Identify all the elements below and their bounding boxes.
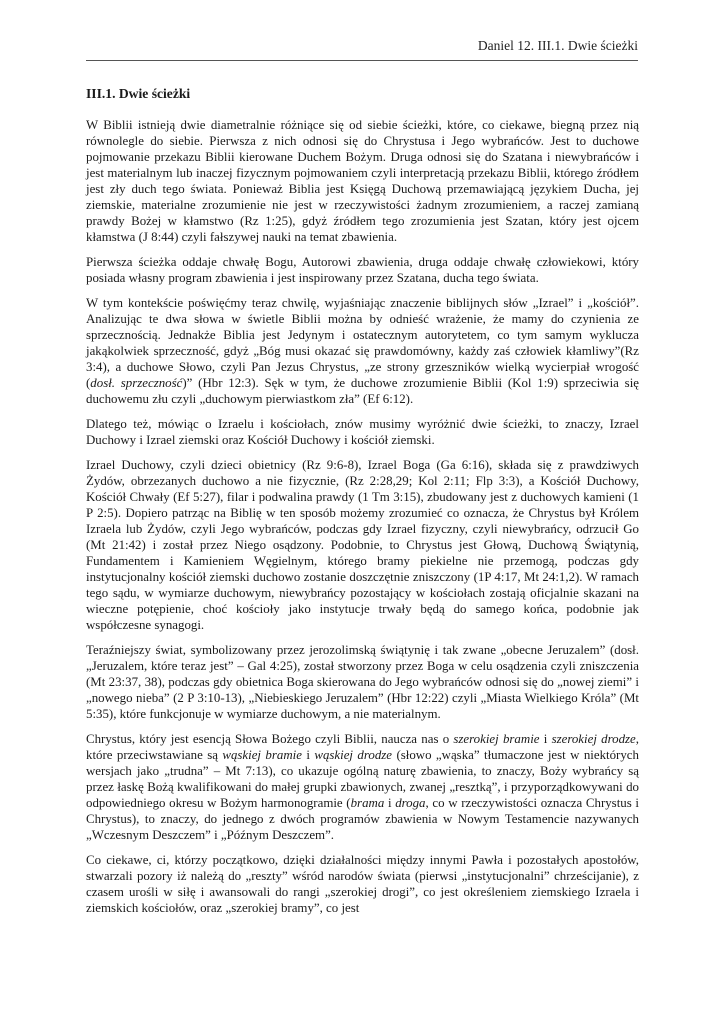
paragraph-3-text-a: W tym kontekście poświęćmy teraz chwilę, wyjaśniając znaczenie biblijnych słów „Izrael” i „kościół”. Analizując te dwa słowa w świetle Biblii można by odnieść wrażenie, że mamy do czynienia ze sprzecznością. Jednakże Biblia jest Jedynym i ostatecznym autorytetem, co tym samym wyklucza jakąkolwiek sprzeczność, gdyż „Bóg musi okazać się prawdomówny, każdy zaś człowiek kłamliwy”(Rz 3:4), a duchowe Słowo, czyli Pan Jezus Chrystus, „ze strony grzeszników wielką wycierpiał wrogość ( bbox=[86, 296, 639, 390]
paragraph-7-text-e: (słowo „wąska” tłumaczone jest w niektórych wersjach jako „trudna” – Mt 7:13), co ukazuje ogólną naturę zbawienia, to znaczy, Boży wybrańcy są przez łaskę Bożą kwalifikowani do małej grupki zbawionych, zwanej „resztką”, i przyporządkowywani do odpowiedniego okresu w Bożym harmonogramie ( bbox=[86, 748, 639, 810]
section-title: III.1. Dwie ścieżki bbox=[86, 86, 191, 101]
paragraph-7-text-f: i bbox=[384, 796, 396, 810]
paragraph-1: W Biblii istnieją dwie diametralnie różniące się od siebie ścieżki, które, co ciekawe, biegną przez nią równolegle do siebie. Pierwsza z nich odnosi się do Chrystusa i Jego wybrańców. Jest to duchowe pojmowanie przekazu Biblii kierowane Duchem Bożym. Druga odnosi się do Szatana i niewybrańców i jest materialnym lub inaczej fizycznym pojmowaniem czyli interpretacją przekazu Biblii, którego źródłem jest zły duch tego świata. Ponieważ Biblia jest Księgą Duchową przemawiającą językiem Ducha, jej ziemskie, materialne zrozumienie nie jest w rzeczywistości żadnym zrozumieniem, a raczej zamianą prawdy Bożej w kłamstwo (Rz 1:25), gdyż źródłem tego zrozumienia jest Szatan, który jest ojcem kłamstwa (J 8:44) czyli fałszywej nauki na temat zbawienia. bbox=[86, 118, 639, 244]
paragraph-7-emphasis-5: brama bbox=[350, 796, 385, 810]
document-body bbox=[86, 86, 639, 932]
paragraph-3 bbox=[86, 295, 639, 407]
paragraph-7-emphasis-4: wąskiej drodze bbox=[314, 748, 393, 762]
paragraph-3-emphasis: dosł. sprzeczność bbox=[90, 376, 183, 390]
paragraph-6: Teraźniejszy świat, symbolizowany przez jerozolimską świątynię i tak zwane „obecne Jeruzalem” (dosł. „Jeruzalem, które teraz jest” – Gal 4:25), został stworzony przez Boga w celu osądzenia czyli zniszczenia (Mt 23:37, 38), podczas gdy obietnica Boga skierowana do Jego wybrańców odnosi się do „nowej ziemi” i „nowego nieba” (2 P 3:10-13), „Niebieskiego Jeruzalem” (Hbr 12:22) czyli „Miasta Wielkiego Króla” (Mt 5:35), które funkcjonuje w wymiarze duchowym, a nie materialnym. bbox=[86, 643, 639, 721]
header-divider bbox=[86, 60, 638, 61]
paragraph-7 bbox=[86, 731, 639, 843]
paragraph-7-text-g: , co w rzeczywistości oznacza Chrystus i Chrystus), to znaczy, do jednego z dwóch programów zbawienia w Nowym Testamencie nazywanych „Wczesnym Deszczem” i „Późnym Deszczem”. bbox=[86, 796, 639, 842]
paragraph-7-text-c: , które przeciwstawiane są bbox=[86, 732, 639, 762]
paragraph-7-emphasis-6: droga bbox=[395, 796, 426, 810]
paragraph-7-emphasis-3: wąskiej bramie bbox=[222, 748, 302, 762]
paragraph-4: Dlatego też, mówiąc o Izraelu i kościołach, znów musimy wyróżnić dwie ścieżki, to znaczy, Izrael Duchowy i Izrael ziemski oraz Kościół Duchowy i kościół ziemski. bbox=[86, 417, 639, 447]
running-header: Daniel 12. III.1. Dwie ścieżki bbox=[477, 38, 638, 53]
paragraph-3-text-b: )” (Hbr 12:3). Sęk w tym, że duchowe zrozumienie Biblii (Kol 1:9) sprzeciwia się duchowemu złu czyli „duchowym pierwiastkom zła” (Ef 6:12). bbox=[86, 376, 639, 406]
paragraph-7-text-b: i bbox=[539, 732, 552, 746]
paragraph-5: Izrael Duchowy, czyli dzieci obietnicy (Rz 9:6-8), Izrael Boga (Ga 6:16), składa się z prawdziwych Żydów, obrzezanych duchowo a nie fizycznie, (Rz 2:28,29; Kol 2:11; Flp 3:3), a Kościół Duchowy, Kościół Chwały (Ef 5:27), filar i podwalina prawdy (1 Tm 3:15), zbudowany jest z duchowych kamieni (1 P 2:5). Dopiero patrząc na Biblię w ten sposób możemy zrozumieć co oznacza, że Chrystus był Królem Izraela lub Żydów, czyli Jego wybrańców, podczas gdy Izrael fizyczny, czyli niewybrańcy, odrzucił Go (Mt 21:42) i został przez Niego osądzony. Podobnie, to Chrystus jest Głową, Duchową Świątynią, Fundamentem i Kamieniem Węgielnym, którego bramy piekielne nie przemogą, podczas gdy instytucjonalny kościół ziemski duchowo zostanie doszczętnie zniszczony (1P 4:17, Mt 24:1,2). W ramach tego sądu, w wymiarze duchowym, niewybrańcy pozostający w kościołach zostają oficjalnie skazani na wieczne potępienie, choć kościoły jako instytucje trwały będą do samego końca, podobnie jak współczesne synagogi. bbox=[86, 458, 639, 632]
paragraph-2: Pierwsza ścieżka oddaje chwałę Bogu, Autorowi zbawienia, druga oddaje chwałę człowiekowi, który posiada własny program zbawienia i jest inspirowany przez Szatana, ducha tego świata. bbox=[86, 255, 639, 285]
paragraph-7-text-a: Chrystus, który jest esencją Słowa Bożego czyli Biblii, naucza nas o bbox=[86, 732, 454, 746]
paragraph-7-text-d: i bbox=[301, 748, 315, 762]
paragraph-7-emphasis-2: szerokiej drodze bbox=[551, 732, 636, 746]
paragraph-8: Co ciekawe, ci, którzy początkowo, dzięki działalności między innymi Pawła i pozostałych apostołów, stwarzali pozory iż należą do „reszty” wśród narodów świata (pierwsi „instytucjonalni” chrześcijanie), z czasem urośli w siłę i awansowali do rangi „szerokiej drogi”, co jest określeniem ziemskiego Izraela i ziemskich kościołów, oraz „szerokiej bramy”, co jest bbox=[86, 853, 639, 915]
paragraph-7-emphasis-1: szerokiej bramie bbox=[453, 732, 540, 746]
